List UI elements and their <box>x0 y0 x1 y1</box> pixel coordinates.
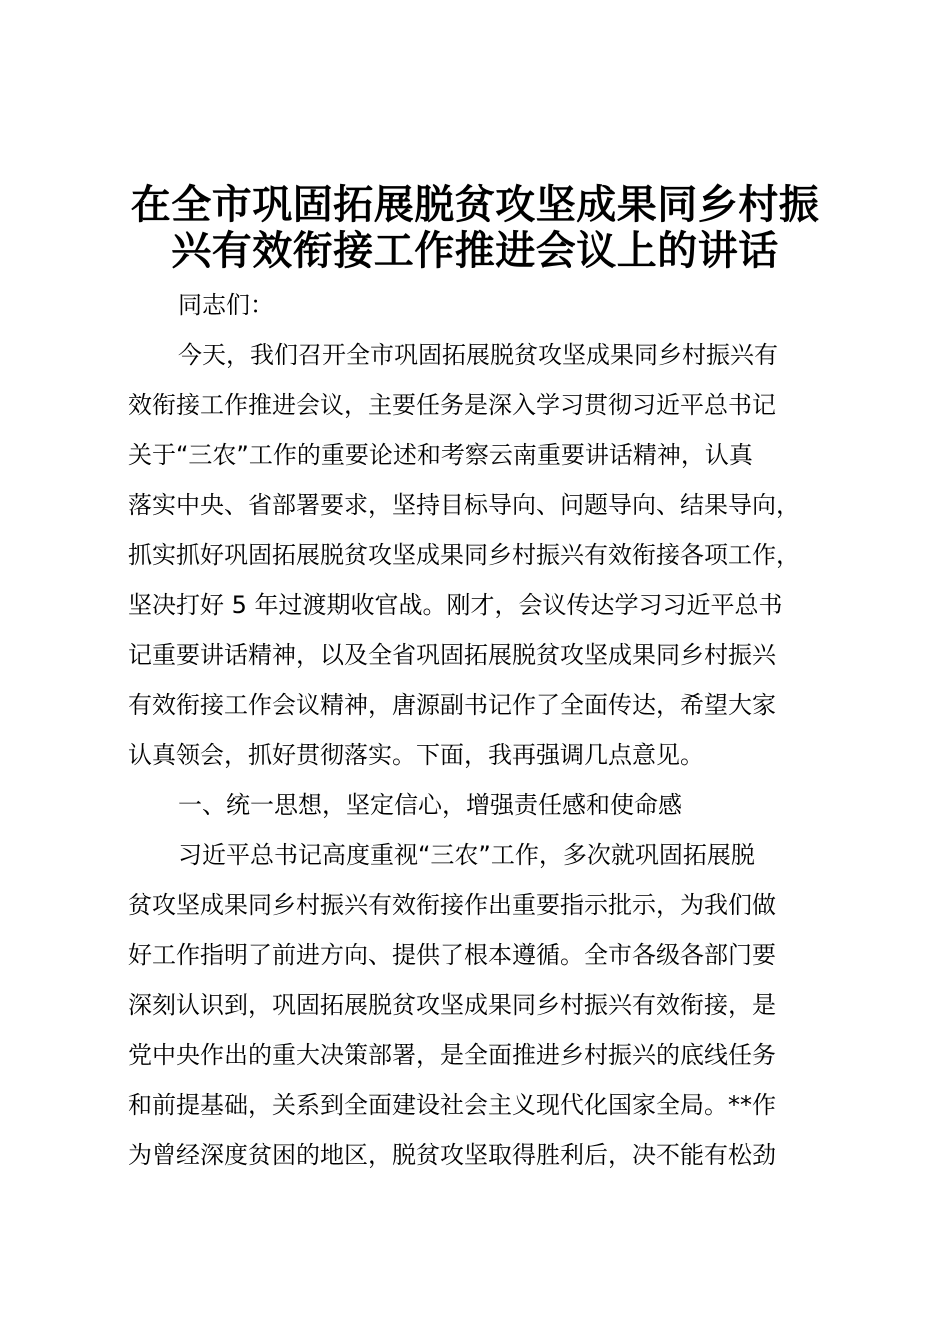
paragraph-2-line-2: 贫攻坚成果同乡村振兴有效衔接作出重要指示批示，为我们做 <box>128 891 776 919</box>
document-body <box>128 280 833 1180</box>
paragraph-1-line-8: 有效衔接工作会议精神，唐源副书记作了全面传达，希望大家 <box>128 691 776 719</box>
paragraph-1-line-1: 今天，我们召开全市巩固拓展脱贫攻坚成果同乡村振兴有 <box>178 341 778 369</box>
title-line-2: 兴有效衔接工作推进会议上的讲话 <box>171 228 779 274</box>
paragraph-1-line-7: 记重要讲话精神，以及全省巩固拓展脱贫攻坚成果同乡村振兴 <box>128 641 776 669</box>
paragraph-1-line-3: 关于“三农”工作的重要论述和考察云南重要讲话精神，认真 <box>128 441 753 469</box>
paragraph-1-line-9: 认真领会，抓好贯彻落实。下面，我再强调几点意见。 <box>128 741 704 769</box>
paragraph-1-line-5: 抓实抓好巩固拓展脱贫攻坚成果同乡村振兴有效衔接各项工作， <box>128 541 800 569</box>
paragraph-2-line-3: 好工作指明了前进方向、提供了根本遵循。全市各级各部门要 <box>128 941 776 969</box>
paragraph-2-line-4: 深刻认识到，巩固拓展脱贫攻坚成果同乡村振兴有效衔接，是 <box>128 991 776 1019</box>
paragraph-2-line-6: 和前提基础，关系到全面建设社会主义现代化国家全局。**作 <box>128 1091 776 1119</box>
paragraph-1-line-2: 效衔接工作推进会议，主要任务是深入学习贯彻习近平总书记 <box>128 391 776 419</box>
paragraph-2-line-7: 为曾经深度贫困的地区，脱贫攻坚取得胜利后，决不能有松劲 <box>128 1141 776 1169</box>
section-heading-1: 一、统一思想，坚定信心，增强责任感和使命感 <box>178 791 682 819</box>
paragraph-2-line-1: 习近平总书记高度重视“三农”工作，多次就巩固拓展脱 <box>178 841 755 869</box>
salutation: 同志们： <box>178 291 274 319</box>
paragraph-2-line-5: 党中央作出的重大决策部署，是全面推进乡村振兴的底线任务 <box>128 1041 776 1069</box>
paragraph-1-line-6: 坚决打好 5 年过渡期收官战。刚才，会议传达学习习近平总书 <box>128 591 783 619</box>
title-line-1: 在全市巩固拓展脱贫攻坚成果同乡村振 <box>130 182 820 228</box>
paragraph-1-line-4: 落实中央、省部署要求，坚持目标导向、问题导向、结果导向， <box>128 491 800 519</box>
document-title <box>110 182 840 274</box>
